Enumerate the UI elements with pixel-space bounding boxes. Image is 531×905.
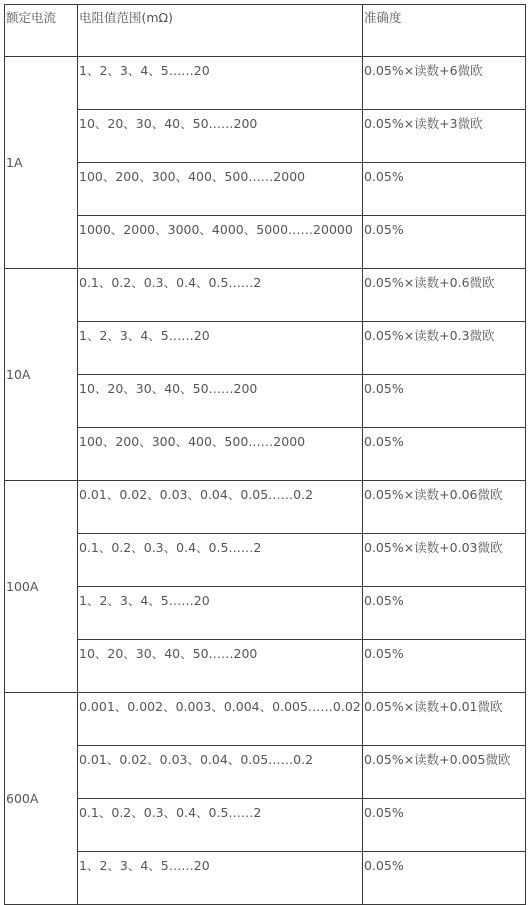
resistance-range-cell: 1、2、3、4、5……20 bbox=[78, 322, 363, 375]
resistance-range-cell: 0.01、0.02、0.03、0.04、0.05……0.2 bbox=[78, 481, 363, 534]
accuracy-cell: 0.05%×读数+6微欧 bbox=[363, 57, 526, 110]
resistance-range-cell: 0.1、0.2、0.3、0.4、0.5……2 bbox=[78, 799, 363, 852]
accuracy-cell: 0.05%×读数+0.005微欧 bbox=[363, 746, 526, 799]
header-rated-current: 额定电流 bbox=[5, 5, 78, 57]
resistance-range-cell: 10、20、30、40、50……200 bbox=[78, 375, 363, 428]
resistance-range-cell: 100、200、300、400、500……2000 bbox=[78, 163, 363, 216]
accuracy-cell: 0.05% bbox=[363, 216, 526, 269]
rated-current-cell: 600A bbox=[5, 693, 78, 905]
table-row bbox=[5, 640, 526, 693]
table-row bbox=[5, 481, 526, 534]
table-row bbox=[5, 216, 526, 269]
accuracy-cell: 0.05% bbox=[363, 163, 526, 216]
table-row bbox=[5, 269, 526, 322]
header-accuracy: 准确度 bbox=[363, 5, 526, 57]
resistance-range-cell: 0.1、0.2、0.3、0.4、0.5……2 bbox=[78, 269, 363, 322]
resistance-range-cell: 0.001、0.002、0.003、0.004、0.005……0.02 bbox=[78, 693, 363, 746]
accuracy-cell: 0.05% bbox=[363, 640, 526, 693]
resistance-range-cell: 10、20、30、40、50……200 bbox=[78, 640, 363, 693]
table-row bbox=[5, 322, 526, 375]
accuracy-cell: 0.05%×读数+0.03微欧 bbox=[363, 534, 526, 587]
resistance-range-cell: 1、2、3、4、5……20 bbox=[78, 852, 363, 905]
accuracy-cell: 0.05%×读数+3微欧 bbox=[363, 110, 526, 163]
header-row bbox=[5, 5, 526, 57]
accuracy-cell: 0.05%×读数+0.3微欧 bbox=[363, 322, 526, 375]
table-row bbox=[5, 163, 526, 216]
table-row bbox=[5, 428, 526, 481]
accuracy-cell: 0.05%×读数+0.6微欧 bbox=[363, 269, 526, 322]
table-body bbox=[5, 5, 526, 905]
rated-current-cell: 100A bbox=[5, 481, 78, 693]
accuracy-cell: 0.05%×读数+0.01微欧 bbox=[363, 693, 526, 746]
accuracy-cell: 0.05%×读数+0.06微欧 bbox=[363, 481, 526, 534]
accuracy-cell: 0.05% bbox=[363, 375, 526, 428]
resistance-range-cell: 0.01、0.02、0.03、0.04、0.05……0.2 bbox=[78, 746, 363, 799]
accuracy-cell: 0.05% bbox=[363, 799, 526, 852]
resistance-range-cell: 1、2、3、4、5……20 bbox=[78, 587, 363, 640]
table-row bbox=[5, 746, 526, 799]
table-row bbox=[5, 587, 526, 640]
accuracy-table bbox=[4, 4, 526, 905]
rated-current-cell: 10A bbox=[5, 269, 78, 481]
accuracy-cell: 0.05% bbox=[363, 428, 526, 481]
header-resistance-range: 电阻值范围(mΩ) bbox=[78, 5, 363, 57]
resistance-range-cell: 1000、2000、3000、4000、5000……20000 bbox=[78, 216, 363, 269]
table-row bbox=[5, 799, 526, 852]
accuracy-cell: 0.05% bbox=[363, 852, 526, 905]
resistance-range-cell: 1、2、3、4、5……20 bbox=[78, 57, 363, 110]
resistance-range-cell: 0.1、0.2、0.3、0.4、0.5……2 bbox=[78, 534, 363, 587]
table-row bbox=[5, 375, 526, 428]
rated-current-cell: 1A bbox=[5, 57, 78, 269]
accuracy-cell: 0.05% bbox=[363, 587, 526, 640]
resistance-range-cell: 10、20、30、40、50……200 bbox=[78, 110, 363, 163]
resistance-range-cell: 100、200、300、400、500……2000 bbox=[78, 428, 363, 481]
table-row bbox=[5, 57, 526, 110]
table-row bbox=[5, 852, 526, 905]
table-row bbox=[5, 110, 526, 163]
table-row bbox=[5, 534, 526, 587]
table-row bbox=[5, 693, 526, 746]
